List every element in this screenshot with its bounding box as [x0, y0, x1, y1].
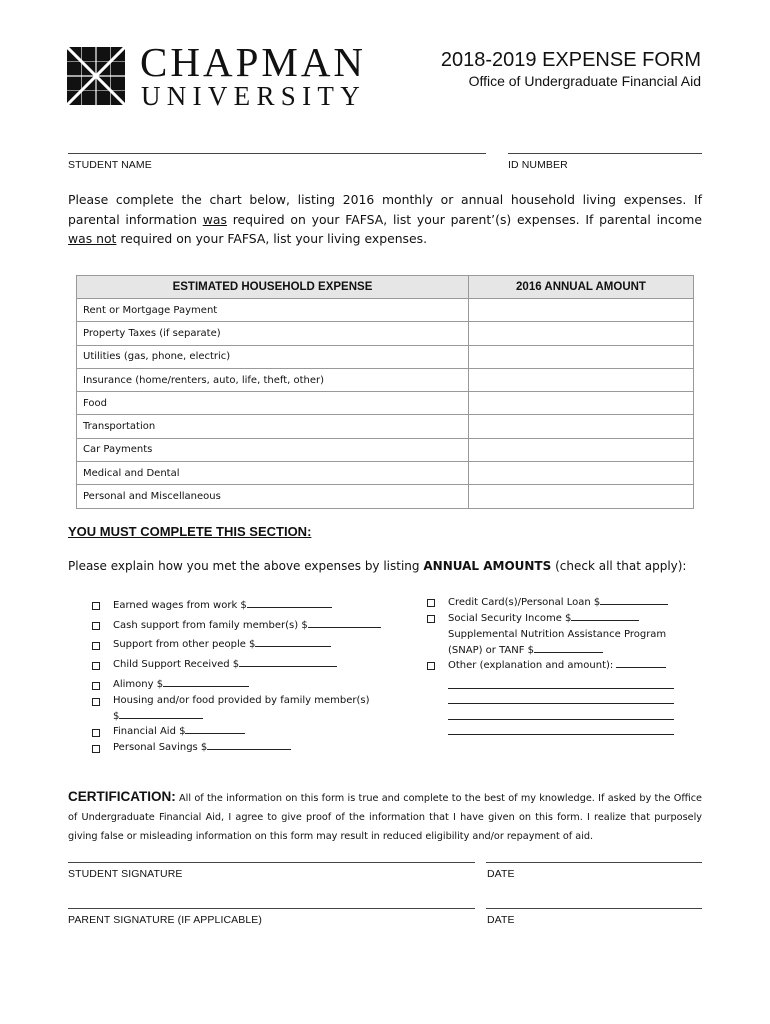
checklist-item-snap: Supplemental Nutrition Assistance Program	[448, 629, 667, 640]
logo-wordmark-chapman: CHAPMAN	[140, 39, 367, 85]
table-row	[77, 299, 694, 322]
section-heading: YOU MUST COMPLETE THIS SECTION:	[68, 524, 312, 539]
amount-blank[interactable]	[571, 611, 639, 621]
student-signature-label: STUDENT SIGNATURE	[68, 868, 183, 880]
form-subtitle: Office of Undergraduate Financial Aid	[468, 73, 701, 89]
amount-blank[interactable]	[534, 643, 603, 653]
expense-label: Transportation	[77, 415, 469, 438]
amount-cell[interactable]	[469, 438, 694, 461]
amount-cell[interactable]	[469, 299, 694, 322]
checkbox-cash-support[interactable]	[92, 622, 100, 630]
checklist-item-earned-wages: Earned wages from work $	[113, 598, 332, 614]
expense-table	[76, 275, 694, 509]
amount-cell[interactable]	[469, 392, 694, 415]
instructions-paragraph: Please complete the chart below, listing 2016 monthly or annual household living expenses. If parental information was required on your FAFSA, list your parent’(s) expenses. If parental income was not required on your FAFSA, list your living expenses.	[68, 192, 702, 247]
amount-blank[interactable]	[239, 657, 337, 667]
parent-signature-label: PARENT SIGNATURE (IF APPLICABLE)	[68, 914, 262, 926]
checklist-item-other: Other (explanation and amount):	[448, 658, 666, 674]
amount-blank[interactable]	[308, 618, 381, 628]
checklist-item-housing: Housing and/or food provided by family member(s)	[113, 695, 370, 706]
checkbox-financial-aid[interactable]	[92, 729, 100, 737]
amount-cell[interactable]	[469, 345, 694, 368]
table-header-row	[77, 276, 694, 299]
table-row	[77, 485, 694, 508]
parent-date-label: DATE	[487, 914, 515, 926]
checklist-item-snap-amount: (SNAP) or TANF $	[448, 643, 603, 659]
checkbox-earned-wages[interactable]	[92, 602, 100, 610]
explanation-line[interactable]	[448, 688, 674, 689]
checklist-item-social-security: Social Security Income $	[448, 611, 639, 627]
parent-signature-field[interactable]	[68, 908, 475, 909]
checkbox-child-support[interactable]	[92, 662, 100, 670]
amount-blank[interactable]	[247, 598, 332, 608]
checkbox-credit-card[interactable]	[427, 599, 435, 607]
certification-label: CERTIFICATION:	[68, 789, 176, 804]
table-row	[77, 415, 694, 438]
column-header-amount: 2016 ANNUAL AMOUNT	[469, 276, 694, 299]
amount-blank[interactable]	[600, 595, 668, 605]
amount-blank[interactable]	[255, 637, 331, 647]
expense-label: Insurance (home/renters, auto, life, theft, other)	[77, 368, 469, 391]
checklist-item-cash-support: Cash support from family member(s) $	[113, 618, 381, 634]
amount-cell[interactable]	[469, 485, 694, 508]
explanation-line[interactable]	[448, 734, 674, 735]
id-number-field[interactable]	[508, 153, 702, 154]
expense-label: Property Taxes (if separate)	[77, 322, 469, 345]
amount-blank[interactable]	[616, 658, 666, 668]
table-row	[77, 368, 694, 391]
table-row	[77, 438, 694, 461]
amount-cell[interactable]	[469, 462, 694, 485]
student-date-label: DATE	[487, 868, 515, 880]
checklist-item-other-support: Support from other people $	[113, 637, 331, 653]
chapman-logo-icon	[67, 47, 125, 105]
expense-label: Personal and Miscellaneous	[77, 485, 469, 508]
table-row	[77, 345, 694, 368]
checklist-item-housing-amount: $	[113, 709, 203, 725]
checklist-item-financial-aid: Financial Aid $	[113, 724, 245, 740]
checkbox-social-security[interactable]	[427, 615, 435, 623]
expense-label: Utilities (gas, phone, electric)	[77, 345, 469, 368]
section-instructions: Please explain how you met the above expenses by listing ANNUAL AMOUNTS (check all that apply):	[68, 559, 687, 573]
explanation-line[interactable]	[448, 703, 674, 704]
amount-blank[interactable]	[185, 724, 245, 734]
checklist-item-credit-card: Credit Card(s)/Personal Loan $	[448, 595, 668, 611]
parent-date-field[interactable]	[486, 908, 702, 909]
amount-cell[interactable]	[469, 415, 694, 438]
checkbox-other-support[interactable]	[92, 642, 100, 650]
checkbox-housing[interactable]	[92, 698, 100, 706]
student-date-field[interactable]	[486, 862, 702, 863]
explanation-line[interactable]	[448, 719, 674, 720]
checklist-item-child-support: Child Support Received $	[113, 657, 337, 673]
checkbox-alimony[interactable]	[92, 682, 100, 690]
student-name-label: STUDENT NAME	[68, 159, 152, 171]
table-row	[77, 392, 694, 415]
form-title: 2018-2019 EXPENSE FORM	[440, 49, 701, 71]
id-number-label: ID NUMBER	[508, 159, 568, 171]
checkbox-personal-savings[interactable]	[92, 745, 100, 753]
expense-label: Medical and Dental	[77, 462, 469, 485]
student-signature-field[interactable]	[68, 862, 475, 863]
table-row	[77, 462, 694, 485]
table-row	[77, 322, 694, 345]
expense-label: Car Payments	[77, 438, 469, 461]
checkbox-other[interactable]	[427, 662, 435, 670]
column-header-expense: ESTIMATED HOUSEHOLD EXPENSE	[77, 276, 469, 299]
student-name-field[interactable]	[68, 153, 486, 154]
amount-cell[interactable]	[469, 368, 694, 391]
checklist-item-alimony: Alimony $	[113, 677, 249, 693]
amount-blank[interactable]	[163, 677, 249, 687]
expense-label: Food	[77, 392, 469, 415]
amount-blank[interactable]	[207, 740, 291, 750]
amount-blank[interactable]	[119, 709, 203, 719]
expense-label: Rent or Mortgage Payment	[77, 299, 469, 322]
amount-cell[interactable]	[469, 322, 694, 345]
certification-paragraph: CERTIFICATION: All of the information on this form is true and complete to the best of my knowledge. If asked by the Office of Undergraduate Financial Aid, I agree to give proof of the information that I have given on this form. I realize that purposely giving false or misleading information on this form may result in reduced eligibility and/or repayment of aid.	[68, 789, 702, 842]
checklist-item-personal-savings: Personal Savings $	[113, 740, 291, 756]
logo-wordmark-university: UNIVERSITY	[141, 81, 366, 111]
